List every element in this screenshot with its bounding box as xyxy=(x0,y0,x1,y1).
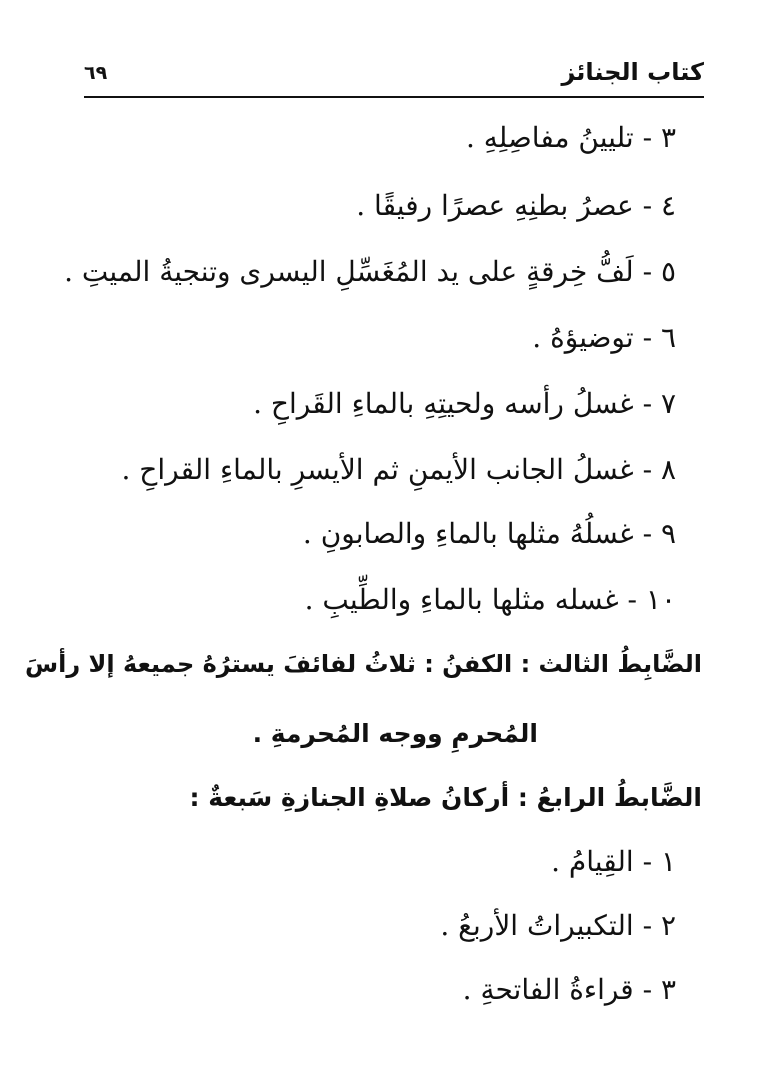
prayer-pillar-1-standing: ١ - القِيامُ . xyxy=(551,845,676,878)
list-item-6-ablution: ٦ - توضيؤهُ . xyxy=(532,321,676,354)
list-item-4-pressing-abdomen: ٤ - عصرُ بطنِهِ عصرًا رفيقًا . xyxy=(356,189,676,222)
header-divider xyxy=(84,96,704,98)
list-item-8-washing-sides: ٨ - غسلُ الجانب الأيمنِ ثم الأيسرِ بالماءِ القراحِ . xyxy=(121,453,676,486)
list-item-5-wrapping-cloth: ٥ - لَفُّ خِرقةٍ على يد المُغَسِّلِ اليسرى وتنجيةُ الميتِ . xyxy=(64,255,676,288)
list-item-3-softening-joints: ٣ - تليينُ مفاصِلِهِ . xyxy=(465,121,676,154)
chapter-title: كتاب الجنائز xyxy=(561,58,704,86)
page-number: ٦٩ xyxy=(84,62,108,84)
list-item-7-washing-head: ٧ - غسلُ رأسه ولحيتِهِ بالماءِ القَراحِ . xyxy=(253,387,676,420)
rule-three-shroud-continued: المُحرمِ ووجه المُحرمةِ . xyxy=(252,719,538,748)
list-item-9-washing-soap: ٩ - غسلُهُ مثلها بالماءِ والصابونِ . xyxy=(302,517,676,550)
rule-three-shroud: الضَّابِطُ الثالث : الكفنُ : ثلاثُ لفائفَ يسترُهُ جميعهُ إلا رأسَ xyxy=(24,650,702,678)
prayer-pillar-2-takbirs: ٢ - التكبيراتُ الأربعُ . xyxy=(440,909,676,942)
running-header xyxy=(84,52,704,96)
rule-four-funeral-prayer: الضَّابطُ الرابعُ : أركانُ صلاةِ الجنازةِ سَبعةٌ : xyxy=(189,783,702,812)
prayer-pillar-3-fatiha: ٣ - قراءةُ الفاتحةِ . xyxy=(462,973,676,1006)
list-item-10-washing-perfume: ١٠ - غسله مثلها بالماءِ والطِّيبِ . xyxy=(304,583,676,616)
